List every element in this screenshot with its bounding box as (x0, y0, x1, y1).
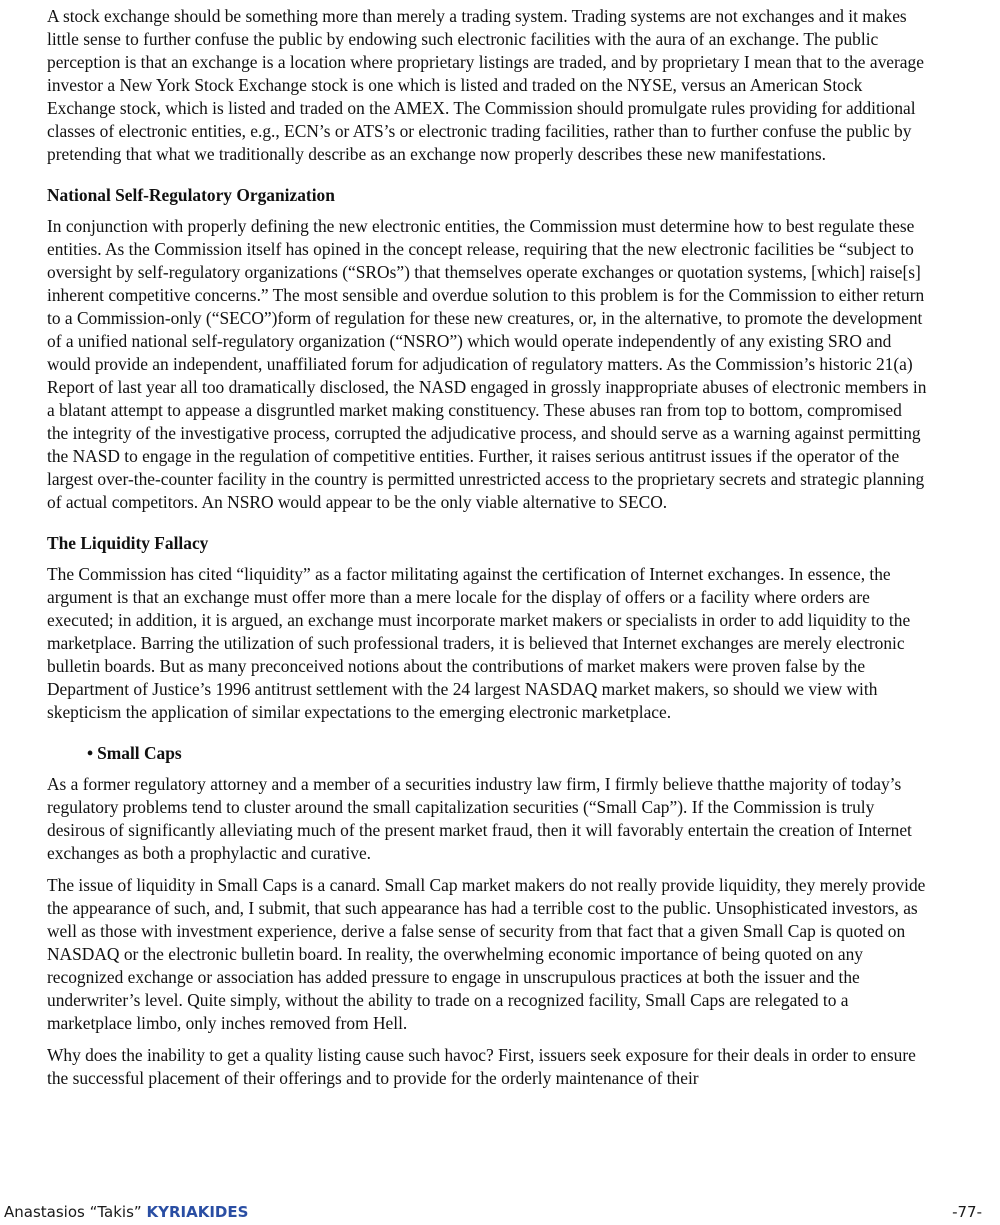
small-caps-paragraph-1: As a former regulatory attorney and a member of a securities industry law firm, I firmly believe thatthe majority of today’s regulatory problems tend to cluster around the small capitalization securities (“Small Cap”). If the Commission is truly desirous of significantly alleviating much of the present market fraud, then it will favorably entertain the creation of Internet exchanges as both a prophylactic and curative. (47, 774, 912, 863)
section-paragraph-nsro: In conjunction with properly defining the new electronic entities, the Commission must determine how to best regulate these entities. As the Commission itself has opined in the concept release, requiring that the new electronic facilities be “subject to oversight by self-regulatory organizations (“SROs”) that themselves operate exchanges or quotation systems, [which] raise[s] inherent competitive concerns.” The most sensible and overdue solution to this problem is for the Commission to either return to a Commission-only (“SECO”)form of regulation for these new creatures, or, in the alternative, to promote the development of a unified national self-regulatory organization (“NSRO”) which would operate independently of any existing SRO and would provide an independent, unaffiliated forum for adjudication of regulatory matters. As the Commission’s historic 21(a) Report of last year all too dramatically disclosed, the NASD engaged in grossly inappropriate abuses of electronic members in a blatant attempt to appease a disgruntled market making constituency. These abuses ran from top to bottom, compromised the integrity of the investigative process, corrupted the adjudicative process, and should serve as a warning against permitting the NASD to engage in the regulation of competitive entities. Further, it raises serious antitrust issues if the operator of the largest over-the-counter facility in the country is permitted unrestricted access to the proprietary secrets and strategic planning of actual competitors. An NSRO would appear to be the only viable alternative to SECO. (47, 216, 927, 512)
section-heading-nsro: National Self-Regulatory Organization (47, 185, 335, 205)
intro-paragraph: A stock exchange should be something more than merely a trading system. Trading systems are not exchanges and it makes little sense to further confuse the public by endowing such electronic facilities with the aura of an exchange. The public perception is that an exchange is a location where proprietary listings are traded, and by proprietary I mean that to the average investor a New York Stock Exchange stock is one which is listed and traded on the NYSE, versus an American Stock Exchange stock, which is listed and traded on the AMEX. The Commission should promulgate rules providing for additional classes of electronic entities, e.g., ECN’s or ATS’s or electronic trading facilities, rather than to further confuse the public by pretending that what we traditionally describe as an exchange now properly describes these new manifestations. (47, 6, 924, 164)
footer-page-number: -77- (952, 1203, 982, 1221)
small-caps-paragraph-2: The issue of liquidity in Small Caps is a canard. Small Cap market makers do not really provide liquidity, they merely provide the appearance of such, and, I submit, that such appearance has had a terrible cost to the public. Unsophisticated investors, as well as those with investment experience, derive a false sense of security from that fact that a given Small Cap is quoted on NASDAQ or the electronic bulletin board. In reality, the overwhelming economic importance of being quoted on any recognized exchange or association has added pressure to engage in unscrupulous practices at both the issuer and the underwriter’s level. Quite simply, without the ability to trade on a recognized facility, Small Caps are relegated to a marketplace limbo, only inches removed from Hell. (47, 875, 926, 1033)
page-footer (0, 1199, 1000, 1225)
subsection-heading-label: Small Caps (97, 743, 182, 763)
footer-author (4, 1199, 248, 1225)
section-paragraph-liquidity: The Commission has cited “liquidity” as a factor militating against the certification of Internet exchanges. In essence, the argument is that an exchange must offer more than a mere locale for the display of offers or a facility where orders are executed; in addition, it is argued, an exchange must incorporate market makers or specialists in order to add liquidity to the marketplace. Barring the utilization of such professional traders, it is believed that Internet exchanges are merely electronic bulletin boards. But as many preconceived notions about the contributions of market makers were proven false by the Department of Justice’s 1996 antitrust settlement with the 24 largest NASDAQ market makers, so should we view with skepticism the application of similar expectations to the emerging electronic marketplace. (47, 564, 911, 722)
subsection-heading-small-caps (87, 742, 927, 765)
document-body (47, 5, 927, 1099)
footer-author-name: Anastasios “Takis” (4, 1203, 142, 1221)
bullet-icon: • (87, 743, 94, 763)
section-heading-liquidity: The Liquidity Fallacy (47, 533, 209, 553)
small-caps-paragraph-3: Why does the inability to get a quality listing cause such havoc? First, issuers seek exposure for their deals in order to ensure the successful placement of their offerings and to provide for the orderly maintenance of their (47, 1045, 916, 1088)
footer-author-surname: KYRIAKIDES (146, 1203, 249, 1221)
